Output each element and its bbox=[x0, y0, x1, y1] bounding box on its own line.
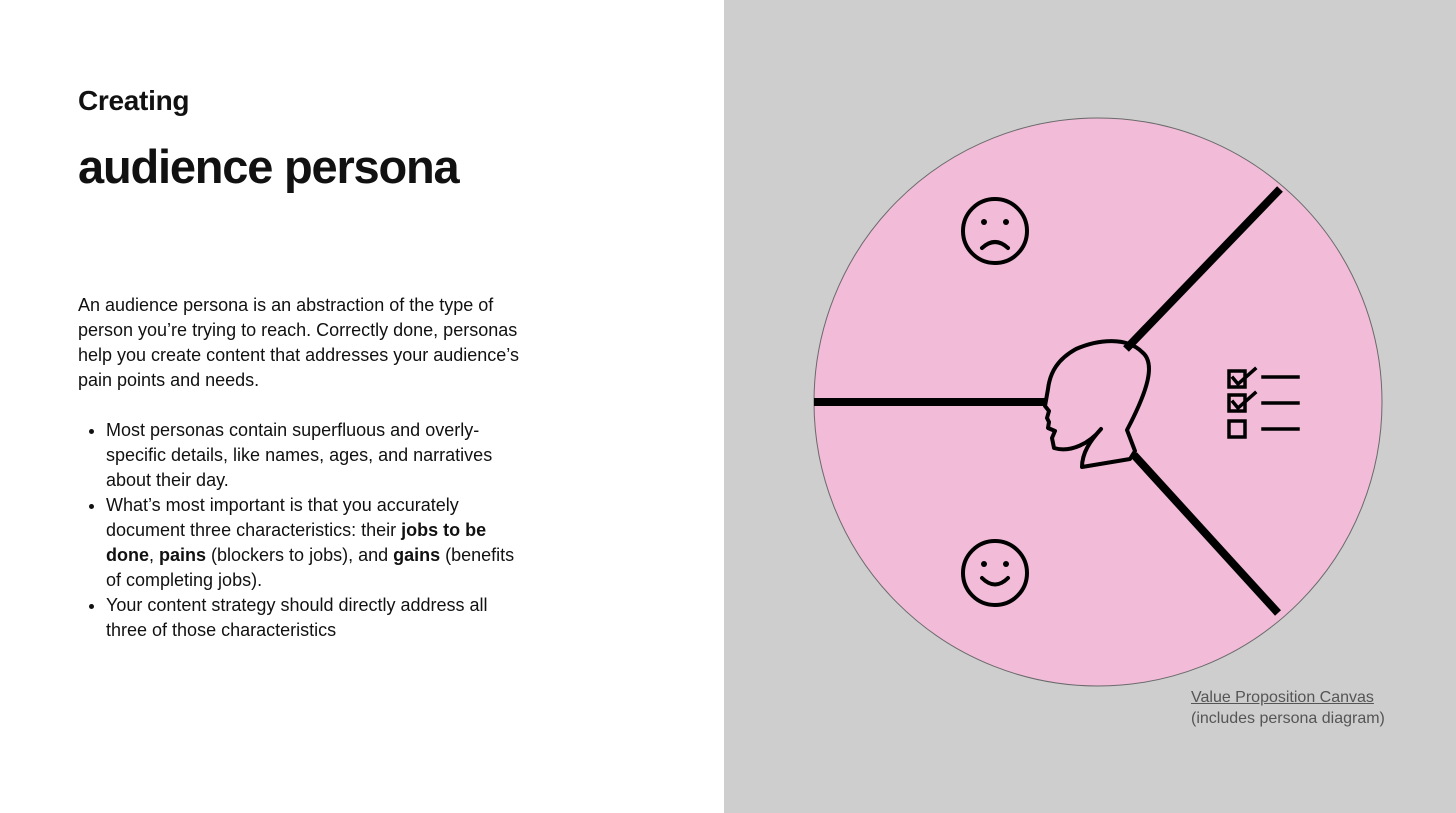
gains-emphasis: gains bbox=[393, 545, 441, 565]
bullet-text-part: (benefits of completing jobs). bbox=[106, 545, 515, 590]
jobs-to-be-done-emphasis: jobs to be done bbox=[106, 520, 487, 565]
diagram-panel bbox=[724, 0, 1456, 813]
value-proposition-canvas-link[interactable]: Value Proposition Canvas bbox=[1191, 689, 1374, 706]
bullet-superfluous-details: • Most personas contain superfluous and overly-specific details, like names, ages, and narratives about their day. bbox=[106, 418, 524, 493]
body-text bbox=[78, 293, 524, 643]
slide-kicker: Creating bbox=[78, 85, 190, 116]
pains-emphasis: pains bbox=[159, 545, 207, 565]
bullet-list bbox=[78, 418, 524, 643]
caption-note: (includes persona diagram) bbox=[1191, 710, 1385, 727]
bullet-text-part: What’s most important is that you accurately document three characteristics: their bbox=[106, 495, 459, 540]
slide-title: audience persona bbox=[78, 140, 459, 193]
text-panel bbox=[0, 0, 724, 813]
bullet-three-characteristics bbox=[106, 493, 524, 593]
bullet-text-part: , bbox=[149, 545, 160, 565]
bullet-content-strategy: • Your content strategy should directly address all three of those characteristics bbox=[106, 593, 524, 643]
intro-paragraph: An audience persona is an abstraction of the type of person you’re trying to reach. Correctly done, personas help you create content that addresses your audience’s pain points and needs. bbox=[78, 295, 519, 390]
bullet-text-part: (blockers to jobs), and bbox=[206, 545, 394, 565]
diagram-caption bbox=[1191, 687, 1385, 729]
